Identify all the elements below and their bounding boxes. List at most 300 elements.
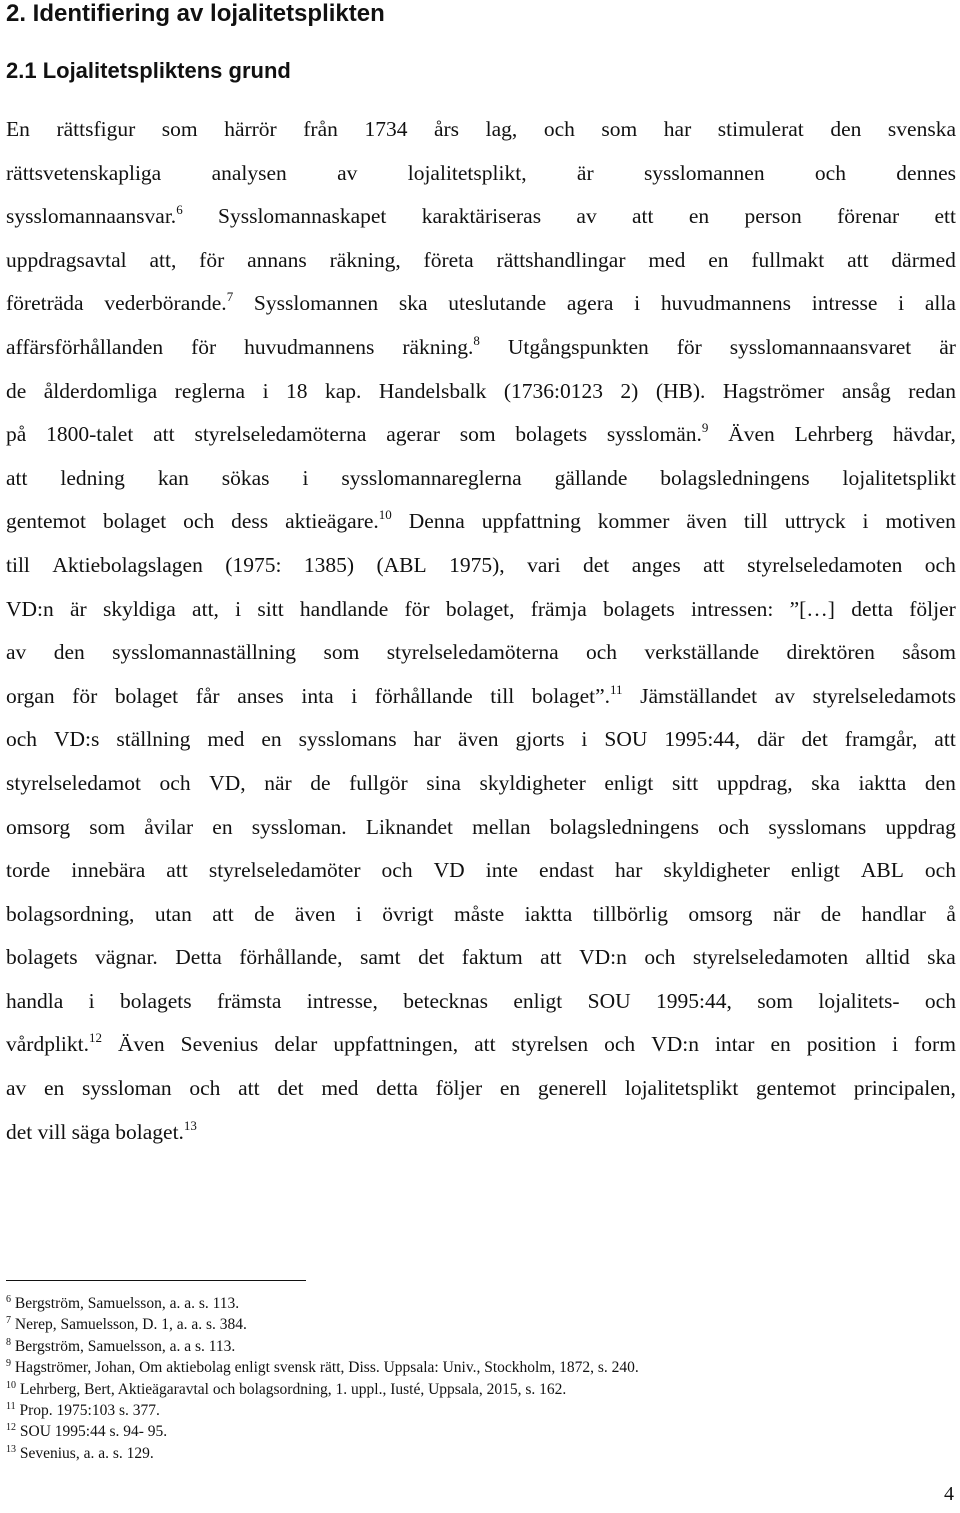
word: sysslomannaansvaret bbox=[729, 334, 912, 359]
word: i bbox=[88, 988, 95, 1013]
word: 1734 bbox=[364, 117, 408, 141]
footnote-reference[interactable]: 7 bbox=[226, 289, 234, 305]
word: SOU bbox=[604, 727, 648, 752]
word: till bbox=[490, 683, 515, 708]
word: (HB). bbox=[655, 378, 706, 403]
word: enligt bbox=[513, 988, 563, 1013]
word: uteslutande bbox=[448, 291, 547, 316]
word: gentemot bbox=[756, 1076, 837, 1101]
word: Sevenius bbox=[180, 1032, 259, 1057]
footnote bbox=[6, 1379, 639, 1400]
text-line bbox=[6, 718, 956, 762]
word: delar bbox=[274, 1032, 318, 1057]
word: (1736:0123 bbox=[503, 378, 603, 403]
footnote-reference[interactable]: 12 bbox=[89, 1030, 102, 1046]
word: sysslomannareglerna bbox=[341, 465, 522, 490]
footnote-reference[interactable]: 6 bbox=[176, 202, 183, 218]
footnote-text: Bergström, Samuelsson, a. a s. 113. bbox=[11, 1337, 236, 1355]
word-with-footnote bbox=[6, 1023, 102, 1067]
word: följer bbox=[909, 596, 956, 621]
word: sina bbox=[426, 770, 461, 795]
word: Denna bbox=[408, 509, 465, 534]
text-line bbox=[6, 762, 956, 806]
word: kap. bbox=[324, 378, 362, 403]
word: är bbox=[939, 334, 956, 359]
text-line bbox=[6, 1023, 956, 1067]
footnote-number: 11 bbox=[6, 1400, 16, 1412]
word-with-footnote bbox=[532, 675, 623, 719]
word: i bbox=[351, 683, 358, 708]
footnote-reference[interactable]: 9 bbox=[701, 420, 709, 436]
footnote-text: Hagströmer, Johan, Om aktiebolag enligt svensk rätt, Diss. Uppsala: Univ., Stockholm, 1872, s. 240. bbox=[11, 1359, 639, 1377]
word: dennes bbox=[896, 160, 956, 185]
word: sökas bbox=[221, 465, 270, 490]
word: kommer bbox=[597, 509, 670, 534]
word: att bbox=[166, 858, 188, 883]
word: gällande bbox=[554, 465, 628, 490]
word: uppdrag bbox=[885, 814, 956, 839]
word: i bbox=[355, 901, 362, 926]
word: torde bbox=[6, 858, 51, 883]
footnote-number: 8 bbox=[6, 1336, 11, 1348]
word: och bbox=[718, 814, 750, 839]
word: VD:n bbox=[579, 945, 627, 970]
word: ska bbox=[398, 291, 428, 316]
footnote-reference[interactable]: 11 bbox=[610, 681, 623, 697]
body-paragraph bbox=[6, 108, 956, 1154]
word: när bbox=[264, 770, 292, 795]
word: det bbox=[801, 727, 828, 752]
word: och bbox=[543, 117, 575, 141]
word: ansåg bbox=[841, 378, 891, 403]
text-line bbox=[6, 849, 956, 893]
text-line bbox=[6, 108, 956, 152]
word: uppdrag, bbox=[716, 770, 793, 795]
word: för bbox=[72, 683, 98, 708]
word: som bbox=[323, 640, 360, 665]
word: bolaget”. bbox=[531, 683, 610, 708]
word: styrelsen bbox=[511, 1032, 589, 1057]
section-heading: 2. Identifiering av lojalitetsplikten bbox=[6, 0, 385, 27]
word: alltid bbox=[865, 945, 910, 970]
word: främsta bbox=[216, 988, 282, 1013]
word: bolagsledningens bbox=[549, 814, 700, 839]
word: alla bbox=[924, 291, 956, 316]
word: måste bbox=[454, 901, 505, 926]
word: karaktäriseras bbox=[421, 204, 542, 229]
word: vari bbox=[527, 552, 561, 577]
text-line bbox=[6, 893, 956, 937]
footnotes-list bbox=[6, 1293, 639, 1464]
word: bolagets bbox=[515, 422, 588, 447]
word: iaktta bbox=[858, 770, 907, 795]
word: som bbox=[601, 117, 638, 141]
word: ett bbox=[934, 204, 956, 229]
word: Utgångspunkten bbox=[507, 334, 649, 359]
word: är bbox=[576, 160, 594, 185]
word: bolaget, bbox=[445, 596, 515, 621]
word: uttryck bbox=[784, 509, 846, 534]
word: uppfattning bbox=[481, 509, 581, 534]
word: fullmakt bbox=[751, 247, 825, 272]
word: att bbox=[703, 552, 725, 577]
word: lojalitetsplikt bbox=[624, 1076, 739, 1101]
word: form bbox=[914, 1032, 956, 1057]
word: som bbox=[161, 117, 198, 141]
footnote bbox=[6, 1357, 639, 1378]
word: de bbox=[6, 378, 27, 403]
word: och bbox=[604, 1032, 636, 1057]
word: styrelseledamoten bbox=[692, 945, 849, 970]
word: av bbox=[6, 1076, 27, 1101]
word: och bbox=[924, 858, 956, 883]
word: Detta bbox=[175, 945, 222, 970]
word: intressen: bbox=[690, 596, 774, 621]
word: inta bbox=[301, 683, 334, 708]
word: Sysslomannaskapet bbox=[218, 204, 387, 229]
word: svenska bbox=[887, 117, 956, 141]
word: sysslomans bbox=[298, 727, 397, 752]
word: Även bbox=[728, 422, 775, 447]
word: i bbox=[235, 596, 242, 621]
word: 1385) bbox=[303, 552, 355, 577]
word: sitt bbox=[257, 596, 284, 621]
footnote-reference[interactable]: 10 bbox=[378, 507, 392, 523]
word: räkning. bbox=[402, 334, 474, 359]
word: enligt bbox=[790, 858, 840, 883]
word: sysslomannaansvar. bbox=[6, 204, 177, 229]
word: mellan bbox=[472, 814, 531, 839]
word: agerar bbox=[386, 422, 440, 447]
word: enligt bbox=[604, 770, 654, 795]
word: övrigt bbox=[382, 901, 434, 926]
word: när bbox=[772, 901, 801, 926]
word: principalen, bbox=[853, 1076, 956, 1101]
word: syssloman. bbox=[251, 814, 347, 839]
word: bolagsordning, bbox=[6, 901, 135, 926]
word: har bbox=[663, 117, 692, 141]
word: att bbox=[238, 1076, 260, 1101]
footnote-text: SOU 1995:44 s. 94- 95. bbox=[16, 1423, 168, 1441]
word: följer bbox=[435, 1076, 483, 1101]
word: att bbox=[153, 422, 175, 447]
word: på bbox=[6, 422, 27, 447]
word: års bbox=[433, 117, 460, 141]
word: en bbox=[261, 727, 282, 752]
word: har bbox=[413, 727, 441, 752]
word: som bbox=[89, 814, 126, 839]
word: styrelseledamöterna bbox=[194, 422, 367, 447]
word: skyldigheter bbox=[479, 770, 586, 795]
word: VD, bbox=[209, 770, 246, 795]
footnote-number: 10 bbox=[6, 1379, 16, 1391]
word: tillbörlig bbox=[592, 901, 668, 926]
word: av bbox=[6, 640, 27, 665]
word: Liknandet bbox=[365, 814, 453, 839]
word: rättshandlingar bbox=[496, 247, 626, 272]
text-line bbox=[6, 588, 956, 632]
word: 1995:44, bbox=[655, 988, 732, 1013]
word: de bbox=[254, 901, 275, 926]
word: från bbox=[303, 117, 338, 141]
word: och bbox=[924, 552, 956, 577]
text-line bbox=[6, 980, 956, 1024]
word-with-footnote bbox=[104, 282, 233, 326]
word: omsorg bbox=[688, 901, 753, 926]
text-line bbox=[6, 457, 956, 501]
word: dess bbox=[231, 509, 269, 534]
word: att bbox=[934, 727, 956, 752]
word: en bbox=[499, 1076, 521, 1101]
word: styrelseledamöter bbox=[208, 858, 361, 883]
word: i bbox=[262, 378, 269, 403]
footnote-number: 13 bbox=[6, 1443, 16, 1455]
word: är bbox=[70, 596, 87, 621]
footnote bbox=[6, 1314, 639, 1335]
word: till bbox=[743, 509, 768, 534]
footnote bbox=[6, 1400, 639, 1421]
word: ledning bbox=[60, 465, 125, 490]
word: Handelsbalk bbox=[378, 378, 487, 403]
word: att, bbox=[149, 247, 177, 272]
text-line bbox=[6, 1111, 956, 1155]
word: innebära bbox=[71, 858, 146, 883]
footnote bbox=[6, 1293, 639, 1314]
word: kan bbox=[157, 465, 189, 490]
word: ABL bbox=[860, 858, 904, 883]
word-with-footnote bbox=[607, 413, 708, 457]
word: Även bbox=[118, 1032, 165, 1057]
word: lojalitets- bbox=[818, 988, 900, 1013]
word: aktieägare. bbox=[285, 509, 379, 534]
word: och bbox=[586, 640, 618, 665]
word: såsom bbox=[902, 640, 956, 665]
word: en bbox=[688, 204, 710, 229]
word: att bbox=[540, 945, 562, 970]
word: företa bbox=[423, 247, 474, 272]
word: 2) bbox=[620, 378, 639, 403]
word: styrelseledamoten bbox=[747, 552, 903, 577]
footnote-number: 12 bbox=[6, 1422, 16, 1434]
word: framgår, bbox=[844, 727, 918, 752]
word: de bbox=[820, 901, 842, 926]
word: med bbox=[321, 1076, 359, 1101]
footnote bbox=[6, 1443, 639, 1464]
word: lojalitetsplikt, bbox=[407, 160, 527, 185]
word: agera bbox=[566, 291, 614, 316]
word: ”[…] bbox=[789, 596, 835, 621]
word: Aktiebolagslagen bbox=[52, 552, 203, 577]
word: iaktta bbox=[524, 901, 573, 926]
footnote-reference[interactable]: 8 bbox=[473, 332, 480, 348]
word: och bbox=[6, 727, 38, 752]
word: Jämställandet bbox=[640, 683, 758, 708]
word: sysslomannen bbox=[643, 160, 765, 185]
word: endast bbox=[539, 858, 594, 883]
word: förenar bbox=[837, 204, 900, 229]
word: motiven bbox=[885, 509, 956, 534]
word: de bbox=[310, 770, 331, 795]
word: rättsfigur bbox=[56, 117, 136, 141]
word: vårdplikt. bbox=[6, 1032, 89, 1057]
word: intar bbox=[715, 1032, 755, 1057]
footnote-number: 7 bbox=[6, 1315, 11, 1327]
word: där bbox=[757, 727, 785, 752]
word: bolagsledningens bbox=[660, 465, 810, 490]
word: direktören bbox=[786, 640, 875, 665]
word: företräda bbox=[6, 291, 84, 316]
word: för bbox=[199, 247, 225, 272]
word: som bbox=[757, 988, 794, 1013]
word: som bbox=[459, 422, 496, 447]
word: har bbox=[615, 858, 643, 883]
word: gjorts bbox=[515, 727, 565, 752]
word: ställning bbox=[116, 727, 191, 752]
word: 18 bbox=[286, 378, 308, 403]
word: 1995:44, bbox=[664, 727, 741, 752]
word: uppdragsavtal bbox=[6, 247, 127, 272]
word: bolagets bbox=[603, 596, 675, 621]
text-line bbox=[6, 326, 956, 370]
word: får bbox=[195, 683, 220, 708]
word: anses bbox=[237, 683, 284, 708]
word: uppfattningen, bbox=[333, 1032, 459, 1057]
footnote-text: Bergström, Samuelsson, a. a. s. 113. bbox=[11, 1295, 240, 1312]
word: en bbox=[708, 247, 729, 272]
footnote-number: 6 bbox=[6, 1294, 11, 1305]
word: det bbox=[277, 1076, 304, 1101]
word: i bbox=[302, 465, 309, 490]
footnote bbox=[6, 1336, 639, 1357]
word: åvilar bbox=[144, 814, 194, 839]
word: lojalitetsplikt bbox=[842, 465, 956, 490]
footnote-text: Prop. 1975:103 s. 377. bbox=[15, 1401, 160, 1419]
word: huvudmannens bbox=[660, 291, 792, 316]
footnote-separator bbox=[6, 1280, 306, 1281]
word: gentemot bbox=[6, 509, 87, 534]
footnote-text: Sevenius, a. a. s. 129. bbox=[16, 1444, 154, 1462]
word: bolagets bbox=[6, 945, 78, 970]
word: och bbox=[644, 945, 676, 970]
text-line bbox=[6, 370, 956, 414]
word: Sysslomannen bbox=[253, 291, 379, 316]
word: och bbox=[183, 509, 215, 534]
word: anges bbox=[631, 552, 681, 577]
word-with-footnote bbox=[6, 195, 183, 239]
word: i bbox=[898, 291, 905, 316]
word: även bbox=[294, 901, 336, 926]
word: skyldiga bbox=[102, 596, 176, 621]
word: av bbox=[576, 204, 597, 229]
text-line bbox=[6, 413, 956, 457]
word: vägnar. bbox=[95, 945, 158, 970]
word: främja bbox=[530, 596, 587, 621]
word: en bbox=[770, 1032, 791, 1057]
word: En bbox=[6, 117, 30, 141]
word: vederbörande. bbox=[104, 291, 227, 316]
word: att bbox=[632, 204, 654, 229]
text-line bbox=[6, 631, 956, 675]
word: i bbox=[581, 727, 588, 752]
word: skyldigheter bbox=[663, 858, 770, 883]
word: redan bbox=[908, 378, 956, 403]
word: inte bbox=[485, 858, 518, 883]
text-line bbox=[6, 806, 956, 850]
word: betecknas bbox=[403, 988, 488, 1013]
word: en bbox=[44, 1076, 65, 1101]
word: handla bbox=[6, 988, 64, 1013]
text-line bbox=[6, 239, 956, 283]
word: att bbox=[212, 901, 234, 926]
word: för bbox=[191, 334, 217, 359]
word: å bbox=[946, 901, 956, 926]
page-number: 4 bbox=[944, 1483, 954, 1505]
word: reglerna bbox=[174, 378, 246, 403]
word: att bbox=[474, 1032, 496, 1057]
word: samt bbox=[360, 945, 401, 970]
word: även bbox=[457, 727, 499, 752]
word: och bbox=[381, 858, 413, 883]
word: analysen bbox=[211, 160, 287, 185]
word: faktum bbox=[461, 945, 523, 970]
word: handlande bbox=[299, 596, 389, 621]
word: räkning, bbox=[329, 247, 401, 272]
word: bolaget bbox=[102, 509, 167, 534]
word-with-footnote bbox=[6, 1111, 197, 1155]
word: härrör bbox=[224, 117, 277, 141]
word: att bbox=[6, 465, 28, 490]
word: person bbox=[744, 204, 802, 229]
word: fullgör bbox=[349, 770, 408, 795]
word: 1975), bbox=[449, 552, 505, 577]
word: och bbox=[814, 160, 846, 185]
word: ska bbox=[811, 770, 840, 795]
footnote-text: Nerep, Samuelsson, D. 1, a. a. s. 384. bbox=[11, 1316, 247, 1334]
word: och bbox=[159, 770, 191, 795]
word: VD bbox=[433, 858, 465, 883]
word: huvudmannens bbox=[244, 334, 375, 359]
word: styrelseledamot bbox=[6, 770, 141, 795]
word: intresse bbox=[811, 291, 878, 316]
word: sitt bbox=[671, 770, 699, 795]
text-line bbox=[6, 1067, 956, 1111]
word: (ABL bbox=[376, 552, 427, 577]
word: ska bbox=[927, 945, 956, 970]
word: för bbox=[676, 334, 702, 359]
text-line bbox=[6, 675, 956, 719]
word: VD:s bbox=[54, 727, 100, 752]
word: organ bbox=[6, 683, 55, 708]
text-line bbox=[6, 152, 956, 196]
footnote-reference[interactable]: 13 bbox=[183, 1117, 197, 1133]
word: att bbox=[847, 247, 869, 272]
text-line bbox=[6, 282, 956, 326]
text-line bbox=[6, 195, 956, 239]
word-with-footnote bbox=[285, 500, 392, 544]
word: VD:n bbox=[6, 596, 54, 621]
word: i bbox=[862, 509, 869, 534]
word: ålderdomliga bbox=[43, 378, 158, 403]
word: detta bbox=[376, 1076, 418, 1101]
text-line bbox=[6, 936, 956, 980]
word-with-footnote bbox=[402, 326, 480, 370]
word: SOU bbox=[587, 988, 631, 1013]
word: stimulerat bbox=[717, 117, 804, 141]
footnote-text: Lehrberg, Bert, Aktieägaravtal och bolagsordning, 1. uppl., Iusté, Uppsala, 2015, s. 162. bbox=[16, 1380, 567, 1398]
text-line bbox=[6, 500, 956, 544]
word: den bbox=[830, 117, 862, 141]
word: 1800-talet bbox=[46, 422, 134, 447]
